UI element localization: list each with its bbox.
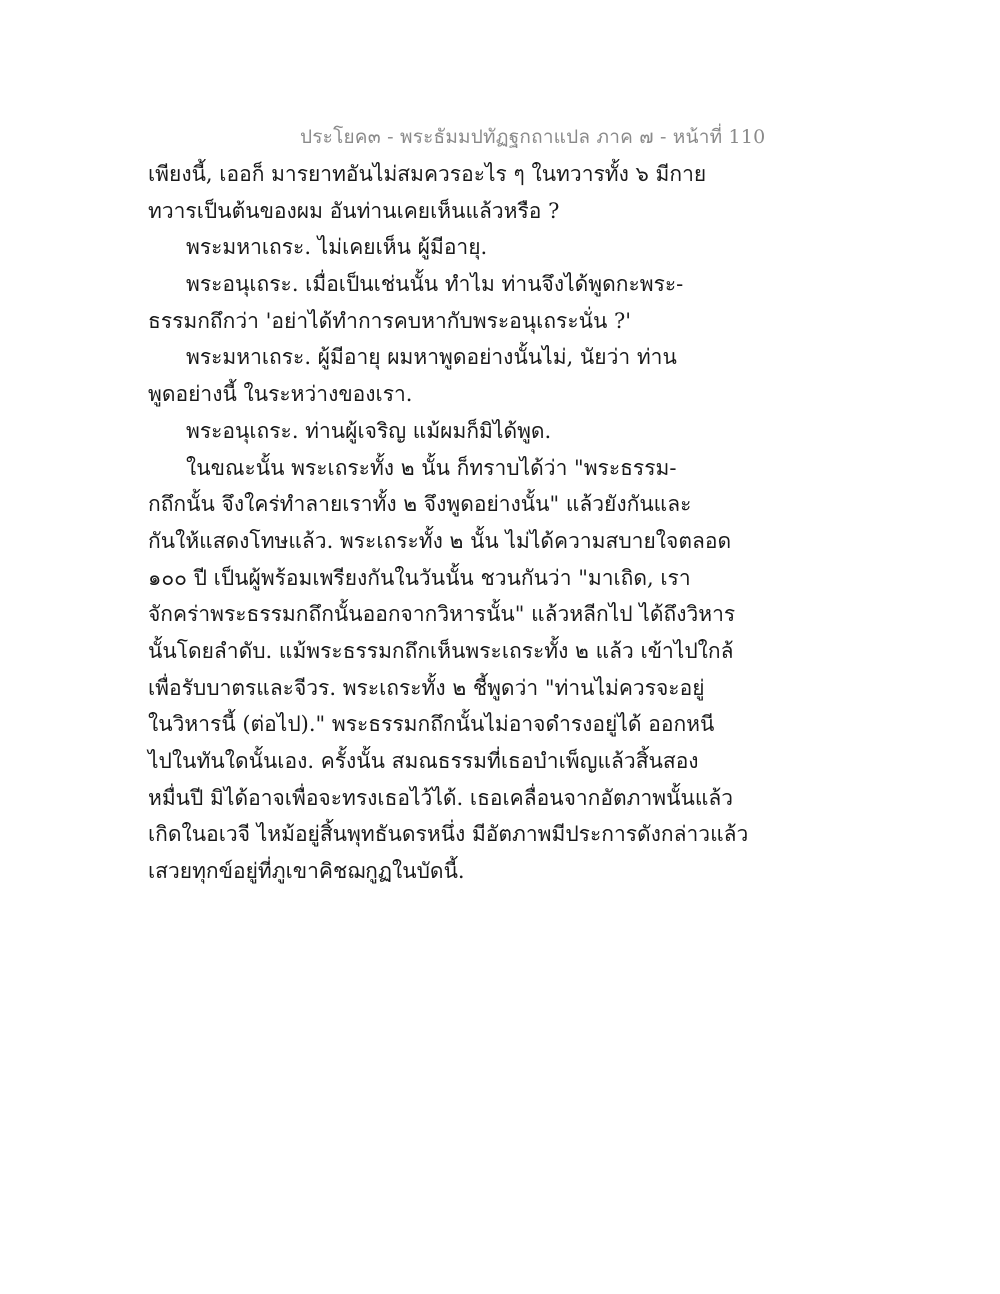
text-line: กถึกนั้น จึงใคร่ทำลายเราทั้ง ๒ จึงพูดอย่างนั้น" แล้วยังกันและ: [148, 492, 692, 517]
text-line: เสวยทุกข์อยู่ที่ภูเขาคิชฌกูฏในบัดนี้.: [148, 859, 465, 884]
text-line: พูดอย่างนี้ ในระหว่างของเรา.: [148, 382, 413, 407]
text-line: พระมหาเถระ. ผู้มีอายุ ผมหาพูดอย่างนั้นไม่, นัยว่า ท่าน: [186, 345, 677, 370]
text-line: นั้นโดยลำดับ. แม้พระธรรมกถึกเห็นพระเถระทั้ง ๒ แล้ว เข้าไปใกล้: [148, 638, 734, 663]
text-line: เพียงนี้, เออก็ มารยาทอันไม่สมควรอะไร ๆ ในทวารทั้ง ๖ มีกาย: [148, 162, 707, 186]
text-line: ๑๐๐ ปี เป็นผู้พร้อมเพรียงกันในวันนั้น ชวนกันว่า "มาเถิด, เรา: [148, 565, 691, 590]
text-line: พระมหาเถระ. ไม่เคยเห็น ผู้มีอายุ.: [186, 235, 488, 260]
text-line: ในขณะนั้น พระเถระทั้ง ๒ นั้น ก็ทราบได้ว่า "พระธรรม-: [186, 455, 677, 480]
text-line: ไปในทันใดนั้นเอง. ครั้งนั้น สมณธรรมที่เธอบำเพ็ญแล้วสิ้นสอง: [148, 749, 699, 773]
text-line: กันให้แสดงโทษแล้ว. พระเถระทั้ง ๒ นั้น ไม่ได้ความสบายใจตลอด: [148, 528, 732, 553]
text-line: ในวิหารนี้ (ต่อไป)." พระธรรมกถึกนั้นไม่อาจดำรงอยู่ได้ ออกหนี: [148, 712, 715, 737]
running-header: ประโยค๓ - พระธัมมปทัฏฐกถาแปล ภาค ๗ - หน้าที่ 110: [300, 126, 766, 148]
body-text: [148, 156, 749, 890]
text-line: จักคร่าพระธรรมกถึกนั้นออกจากวิหารนั้น" แล้วหลีกไป ได้ถึงวิหาร: [148, 602, 736, 627]
text-line: พระอนุเถระ. ท่านผู้เจริญ แม้ผมก็มิได้พูด.: [186, 418, 552, 443]
text-line: ทวารเป็นต้นของผม อันท่านเคยเห็นแล้วหรือ ?: [148, 198, 560, 223]
text-line: หมื่นปี มิได้อาจเพื่อจะทรงเธอไว้ได้. เธอเคลื่อนจากอัตภาพนั้นแล้ว: [148, 785, 734, 810]
text-line: เพื่อรับบาตรและจีวร. พระเถระทั้ง ๒ ชี้พูดว่า "ท่านไม่ควรจะอยู่: [148, 675, 705, 700]
text-line: ธรรมกถึกว่า 'อย่าได้ทำการคบหากับพระอนุเถระนั่น ?': [148, 308, 632, 333]
text-line: เกิดในอเวจี ไหม้อยู่สิ้นพุทธันดรหนึ่ง มีอัตภาพมีประการดังกล่าวแล้ว: [148, 822, 749, 847]
text-line: พระอนุเถระ. เมื่อเป็นเช่นนั้น ทำไม ท่านจึงได้พูดกะพระ-: [186, 272, 684, 297]
